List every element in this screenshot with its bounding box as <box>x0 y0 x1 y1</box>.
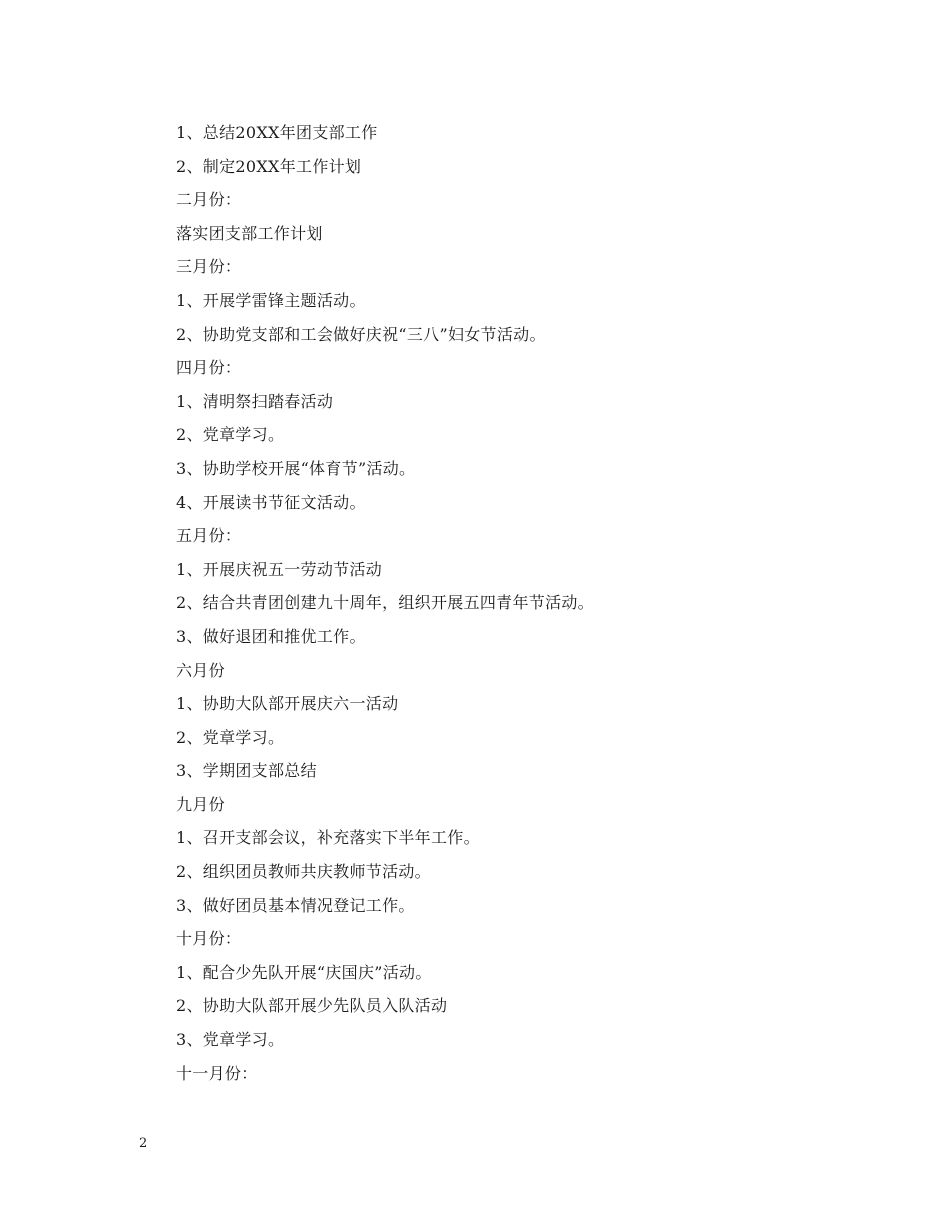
text-line: 2、协助大队部开展少先队员入队活动 <box>176 996 448 1016</box>
month-heading: 九月份 <box>176 794 225 814</box>
text-line: 3、做好退团和推优工作。 <box>176 626 366 646</box>
text-line: 落实团支部工作计划 <box>176 223 323 243</box>
text-line: 1、开展庆祝五一劳动节活动 <box>176 559 383 579</box>
month-heading: 二月份： <box>176 190 242 210</box>
text-line: 2、组织团员教师共庆教师节活动。 <box>176 862 431 882</box>
text-line: 2、制定20XX年工作计划 <box>176 156 362 176</box>
text-line: 1、召开支部会议，补充落实下半年工作。 <box>176 828 480 848</box>
text-line: 1、清明祭扫踏春活动 <box>176 391 334 411</box>
month-heading: 十月份： <box>176 929 242 949</box>
text-line: 1、协助大队部开展庆六一活动 <box>176 694 399 714</box>
month-heading: 四月份： <box>176 358 242 378</box>
text-line: 2、党章学习。 <box>176 425 285 445</box>
page-number: 2 <box>139 1136 148 1151</box>
text-line: 3、做好团员基本情况登记工作。 <box>176 895 415 915</box>
text-line: 2、协助党支部和工会做好庆祝“三八”妇女节活动。 <box>176 324 546 344</box>
month-heading: 五月份： <box>176 526 242 546</box>
text-line: 3、党章学习。 <box>176 1030 285 1050</box>
month-heading: 十一月份： <box>176 1063 258 1083</box>
text-line: 2、党章学习。 <box>176 727 285 747</box>
text-line: 1、开展学雷锋主题活动。 <box>176 290 366 310</box>
text-line: 1、配合少先队开展“庆国庆”活动。 <box>176 962 432 982</box>
text-line: 1、总结20XX年团支部工作 <box>176 123 378 142</box>
document-body <box>176 116 816 1090</box>
month-heading: 三月份： <box>176 257 242 277</box>
text-line: 3、协助学校开展“体育节”活动。 <box>176 458 416 478</box>
text-line: 4、开展读书节征文活动。 <box>176 492 366 512</box>
month-heading: 六月份 <box>176 660 225 680</box>
text-line: 2、结合共青团创建九十周年，组织开展五四青年节活动。 <box>176 593 594 613</box>
text-line: 3、学期团支部总结 <box>176 761 317 781</box>
